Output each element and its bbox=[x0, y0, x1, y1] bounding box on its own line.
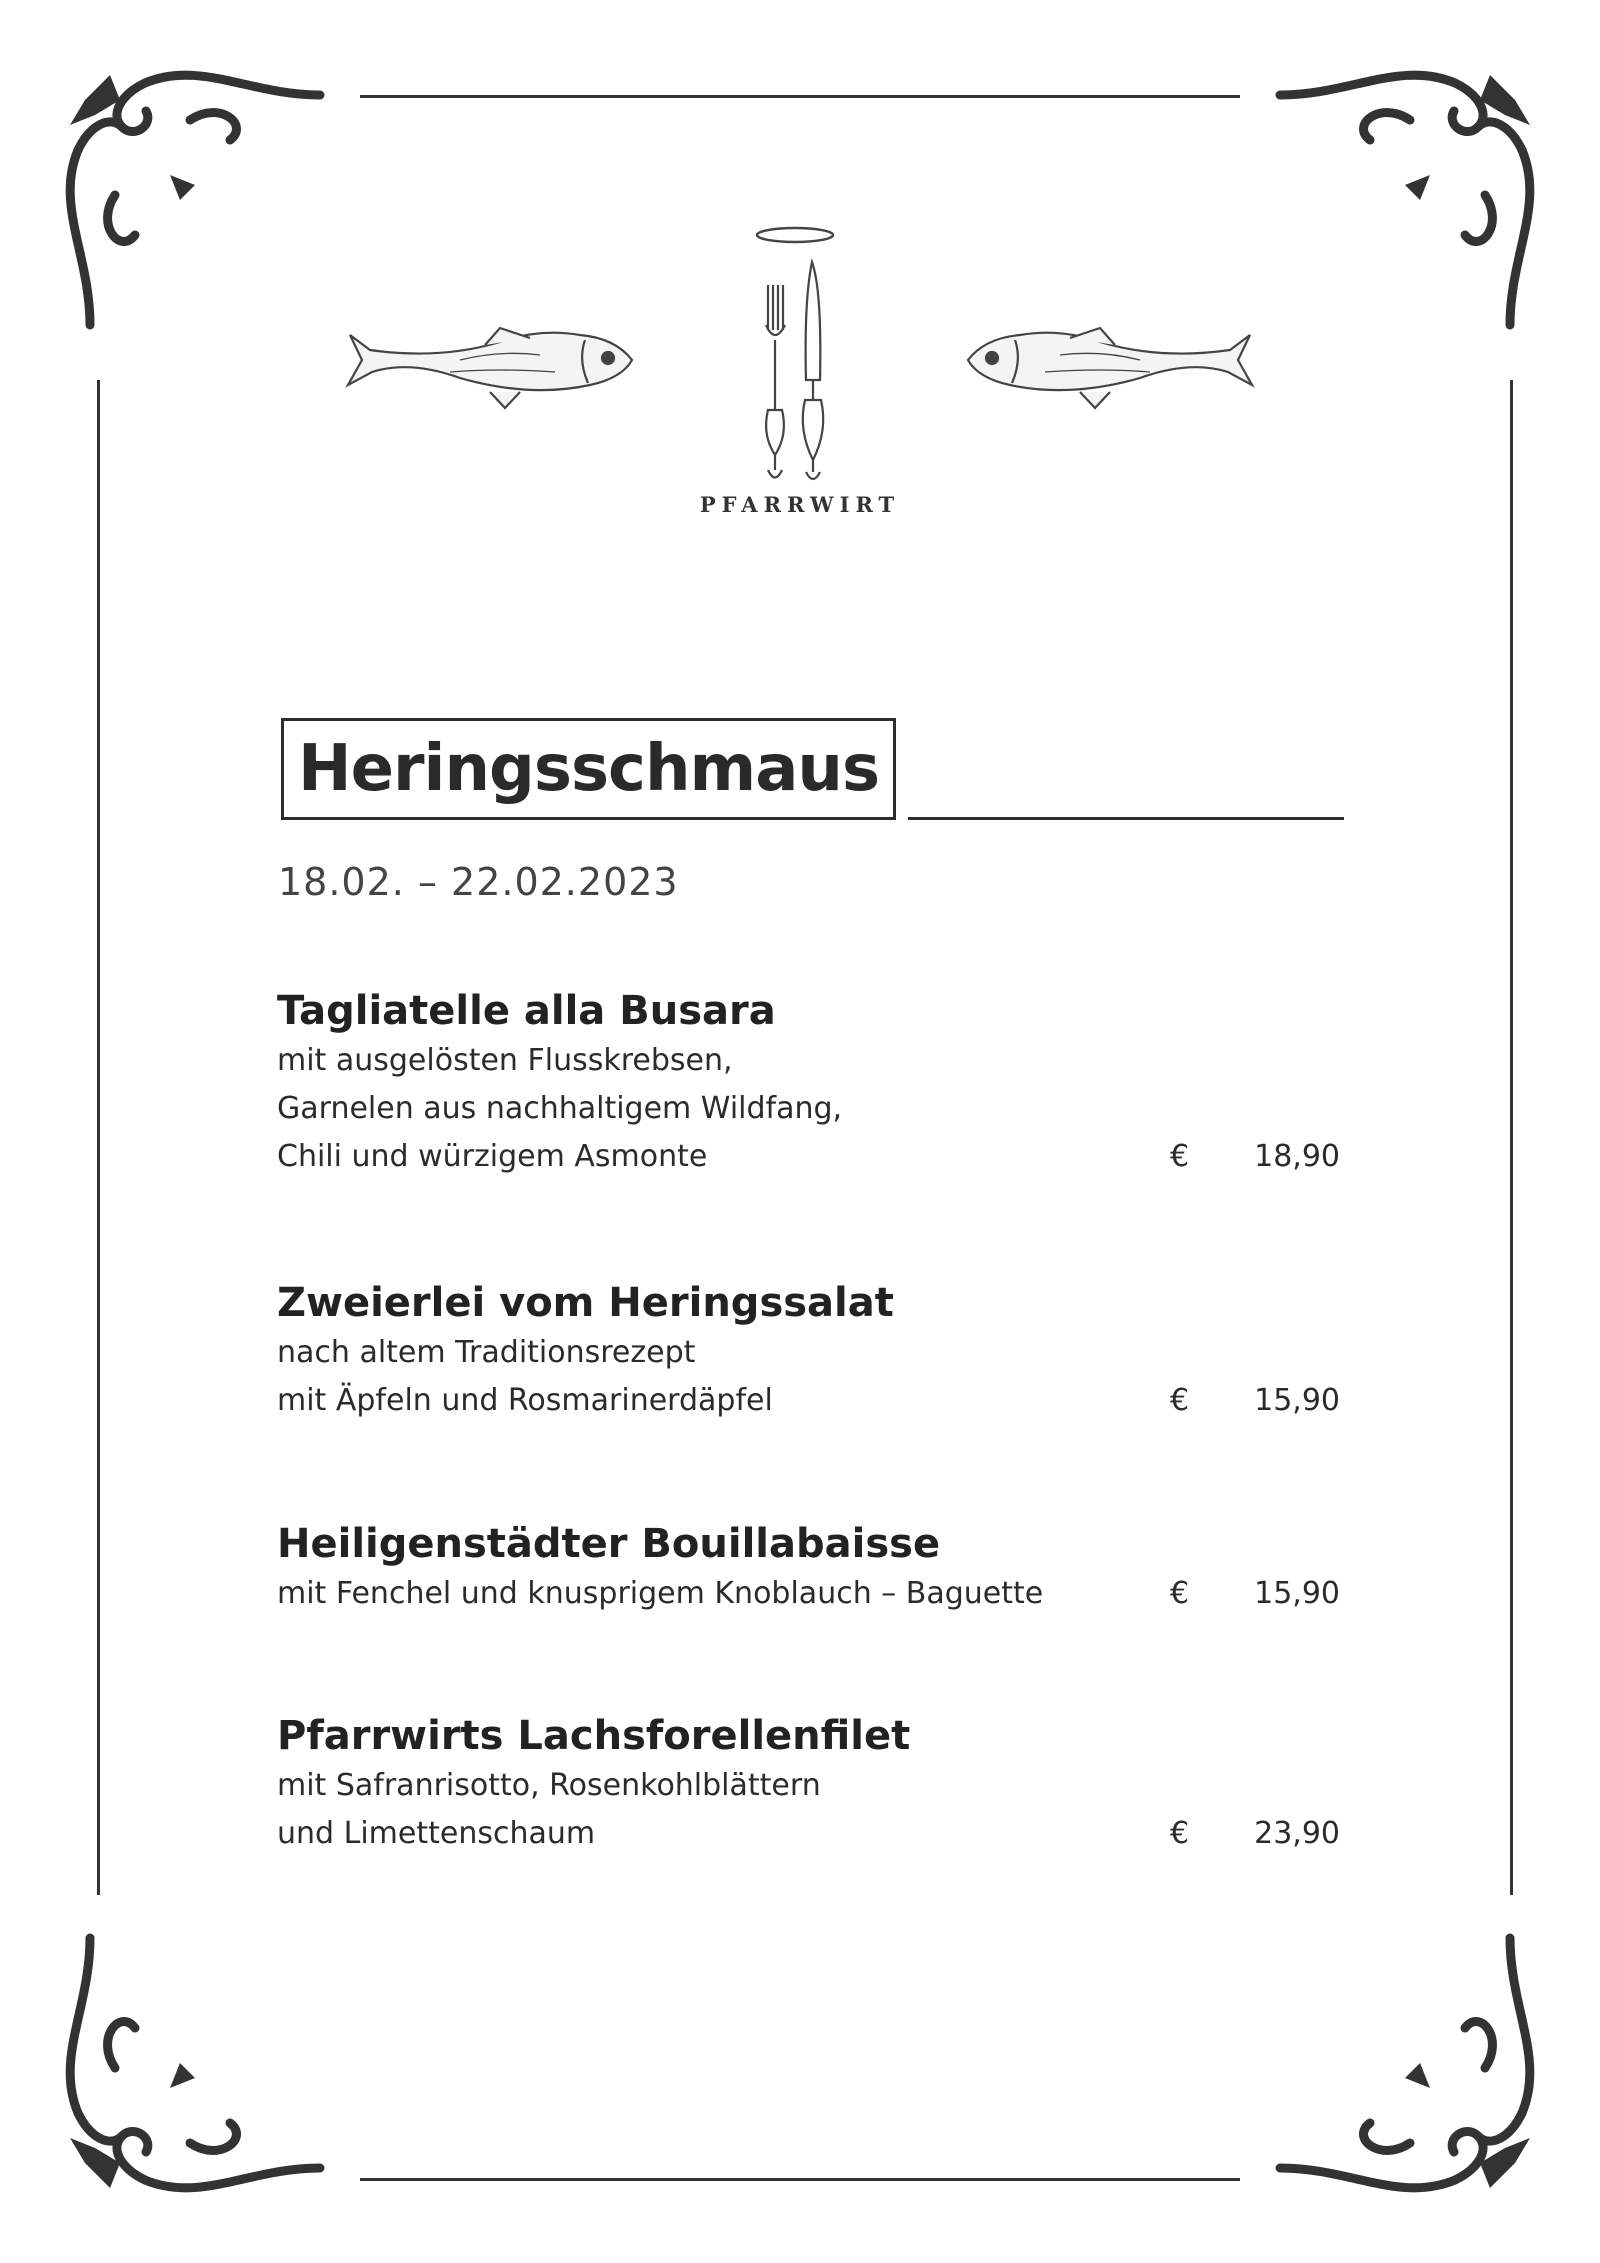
menu-item bbox=[277, 1518, 1347, 1618]
price-amount: 15,90 bbox=[1254, 1576, 1340, 1611]
page-title: Heringsschmaus bbox=[298, 732, 880, 806]
brand-name: PFARRWIRT bbox=[699, 492, 901, 517]
corner-ornament-top-right bbox=[1260, 55, 1550, 345]
currency-symbol: € bbox=[1170, 1816, 1190, 1851]
dish-description: und Limettenschaum bbox=[277, 1816, 596, 1851]
fork-icon bbox=[766, 285, 785, 478]
frame-top-rule bbox=[360, 95, 1240, 98]
menu-item bbox=[277, 1710, 1347, 1858]
dish-description: mit Fenchel und knusprigem Knoblauch – Baguette bbox=[277, 1576, 1044, 1611]
dish-price-row bbox=[277, 1810, 1347, 1858]
dish-description: mit Safranrisotto, Rosenkohlblättern bbox=[277, 1768, 821, 1803]
corner-ornament-icon bbox=[1260, 55, 1550, 345]
halo-icon bbox=[757, 228, 833, 242]
menu-item bbox=[277, 1277, 1347, 1425]
dish-name: Pfarrwirts Lachsforellenfilet bbox=[277, 1713, 911, 1759]
corner-ornament-top-left bbox=[50, 55, 340, 345]
corner-ornament-icon bbox=[50, 1918, 340, 2208]
date-range: 18.02. – 22.02.2023 bbox=[278, 860, 679, 904]
price-amount: 18,90 bbox=[1254, 1139, 1340, 1174]
dish-price-row bbox=[277, 1133, 1347, 1181]
frame-left-rule bbox=[97, 380, 100, 1895]
currency-symbol: € bbox=[1170, 1383, 1190, 1418]
dish-description: Garnelen aus nachhaltigem Wildfang, bbox=[277, 1091, 843, 1126]
knife-icon bbox=[803, 262, 823, 479]
price-amount: 23,90 bbox=[1254, 1816, 1340, 1851]
frame-bottom-rule bbox=[360, 2178, 1240, 2181]
currency-symbol: € bbox=[1170, 1139, 1190, 1174]
frame-right-rule bbox=[1510, 380, 1513, 1895]
corner-ornament-bottom-left bbox=[50, 1918, 340, 2208]
corner-ornament-icon bbox=[1260, 1918, 1550, 2208]
price-amount: 15,90 bbox=[1254, 1383, 1340, 1418]
logo bbox=[340, 220, 1260, 530]
dish-description: nach altem Traditionsrezept bbox=[277, 1335, 696, 1370]
corner-ornament-icon bbox=[50, 55, 340, 345]
corner-ornament-bottom-right bbox=[1260, 1918, 1550, 2208]
title-underline bbox=[908, 817, 1344, 820]
dish-name: Heiligenstädter Bouillabaisse bbox=[277, 1521, 941, 1567]
dish-price-row bbox=[277, 1377, 1347, 1425]
dish-description: Chili und würzigem Asmonte bbox=[277, 1139, 708, 1174]
dish-name: Tagliatelle alla Busara bbox=[277, 988, 776, 1034]
menu-item bbox=[277, 985, 1347, 1181]
dish-name: Zweierlei vom Heringssalat bbox=[277, 1280, 894, 1326]
currency-symbol: € bbox=[1170, 1576, 1190, 1611]
page-title-box bbox=[281, 718, 896, 820]
fish-icon bbox=[348, 328, 632, 408]
fish-icon bbox=[968, 328, 1252, 408]
dish-description: mit ausgelösten Flusskrebsen, bbox=[277, 1043, 733, 1078]
dish-description: mit Äpfeln und Rosmarinerdäpfel bbox=[277, 1383, 773, 1418]
dish-price-row bbox=[277, 1570, 1347, 1618]
